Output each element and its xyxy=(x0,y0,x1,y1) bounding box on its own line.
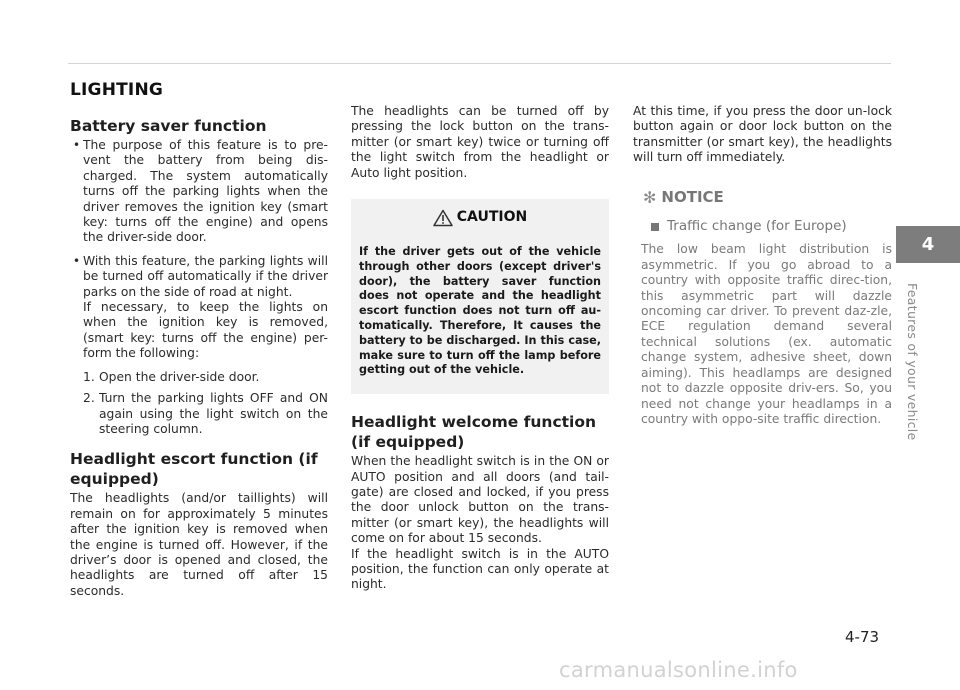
caution-header xyxy=(359,209,601,227)
escort-text: The headlights (and/or taillights) will remain on for approximately 5 minutes after the ignition key is removed when the engine is turned off. However, if the driver’s door is opened and closed, the headlights are turned off after 15 seconds. xyxy=(70,491,328,598)
turn-off-text: The headlights can be turned off by pressing the lock button on the trans-mitter (or smart key) twice or turning off the light switch from the headlight or Auto light position. xyxy=(351,104,609,180)
section-title: LIGHTING xyxy=(70,80,164,100)
watermark: carmanualsonline.info xyxy=(559,658,798,682)
bullet-dot: • xyxy=(72,138,81,152)
chapter-label: Features of your vehicle xyxy=(905,283,920,441)
asterisk-icon: ✻ xyxy=(643,187,657,207)
step-text: Turn the parking lights OFF and ON again using the light switch on the steering column. xyxy=(99,391,328,436)
battery-saver-heading: Battery saver function xyxy=(70,117,267,135)
notice-header xyxy=(643,187,892,207)
bullet-text: If necessary, to keep the lights on when the ignition key is removed, (smart key: turns off the engine) per-form the following: xyxy=(83,300,328,361)
chapter-tab: 4 xyxy=(896,226,960,263)
door-lock-text: At this time, if you press the door un-lock button again or door lock button on the transmitter (or smart key), the headlights will turn off immediately. xyxy=(633,104,892,165)
welcome-text: When the headlight switch is in the ON or AUTO position and all doors (and tail-gate) are closed and locked, if you press the door unlock button on the trans-mitter (or smart key), the headlights will come on for about 15 seconds. xyxy=(351,454,609,546)
column-2 xyxy=(351,104,609,593)
escort-heading: Headlight escort function (if equipped) xyxy=(70,450,318,489)
steps-list xyxy=(83,370,328,438)
notice-subheading-text: Traffic change (for Europe) xyxy=(667,218,847,235)
bullet-dot: • xyxy=(72,253,81,268)
page-number: 4-73 xyxy=(845,628,880,646)
notice-text: The low beam light distribution is asymmetric. If you go abroad to a country with opposite traffic direc-tion, this asymmetric part will dazzle oncoming car driver. To prevent daz-zle, ECE regulation demand several technical solutions (ex. automatic change system, adhesive sheet, down aiming). This headlamps are designed not to dazzle opposite driv-ers. So, you need not change your headlamps in a country with oppo-site traffic direction. xyxy=(641,242,892,426)
step-item xyxy=(83,370,328,385)
step-number: 1. xyxy=(83,369,95,384)
notice-subheading xyxy=(651,219,892,234)
step-number: 2. xyxy=(83,391,95,406)
warning-triangle-icon xyxy=(433,209,453,227)
step-text: Open the driver-side door. xyxy=(99,369,260,384)
list-item xyxy=(70,138,328,246)
column-3 xyxy=(633,104,892,427)
square-bullet-icon xyxy=(651,223,659,231)
bullet-text: The purpose of this feature is to pre-vent the battery from being dis-charged. The system automatically turns off the parking lights when the driver removes the ignition key (smart key: turns off the engine) and opens the driver-side door. xyxy=(83,138,328,245)
caution-label: CAUTION xyxy=(456,209,528,226)
top-divider xyxy=(68,63,891,64)
caution-box xyxy=(351,199,609,394)
welcome-heading: Headlight welcome function (if equipped) xyxy=(351,413,597,452)
column-1 xyxy=(70,116,328,599)
notice-label: NOTICE xyxy=(661,187,724,206)
bullet-text: With this feature, the parking lights will be turned off automatically if the driver parks on the side of road at night. xyxy=(83,253,328,299)
step-item xyxy=(83,391,328,437)
list-item xyxy=(70,254,328,362)
caution-text: If the driver gets out of the vehicle through other doors (except driver's door), the battery saver function does not operate and the headlight escort function does not turn off au-tomatically. Therefore, It causes the battery to be discharged. In this case, make sure to turn off the lamp before getting out of the vehicle. xyxy=(359,245,601,377)
welcome-text: If the headlight switch is in the AUTO position, the function can only operate at night. xyxy=(351,546,609,592)
